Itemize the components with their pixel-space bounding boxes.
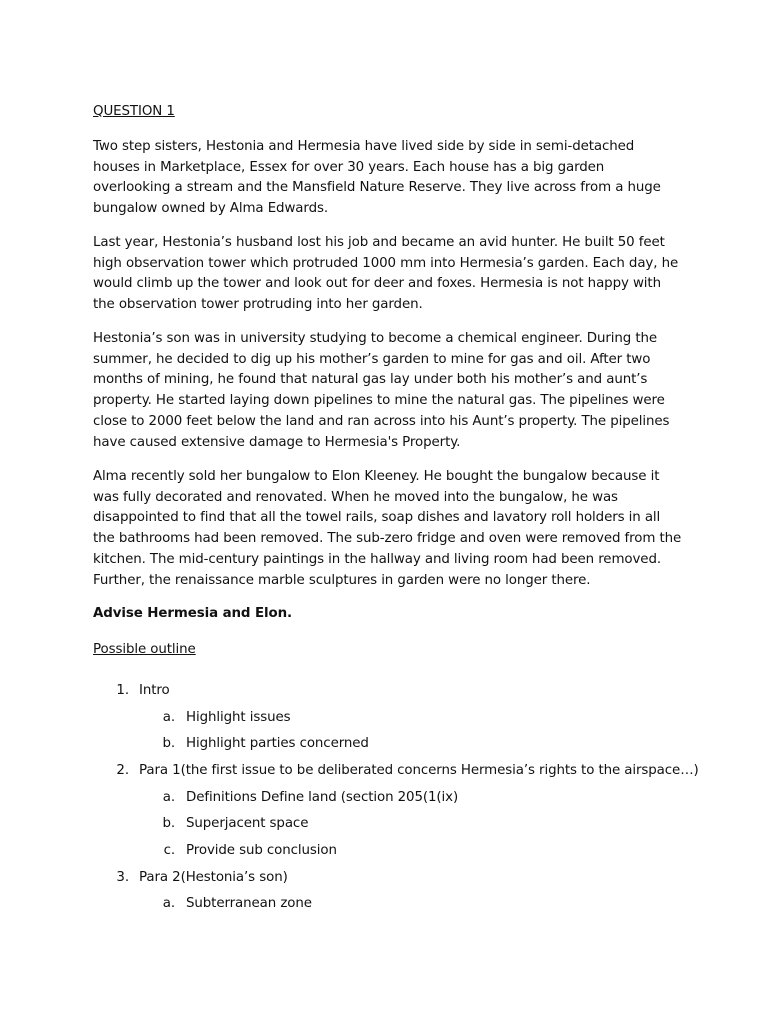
outline-subitem-text: Definitions Define land (section 205(1(ix) — [186, 790, 459, 805]
question-heading: QUESTION 1 — [93, 104, 175, 119]
paragraph-4: Alma recently sold her bungalow to Elon Kleeney. He bought the bungalow because it was fully decorated and renovated. When he moved into the bungalow, he was disappointed to find that all the towel rails, soap dishes and lavatory roll holders in all the bathrooms had been removed. The sub-zero fridge and oven were removed from the kitchen. The mid-century paintings in the hallway and living room had been removed. Further, the renaissance marble sculptures in garden were no longer there. — [93, 469, 682, 588]
outline-item-text: Intro — [139, 683, 170, 698]
outline-subitem-text: Subterranean zone — [186, 896, 312, 911]
outline-subitem-text: Highlight issues — [186, 710, 291, 725]
outline-marker: c. — [163, 843, 175, 858]
outline-marker: 3. — [116, 870, 129, 885]
outline-title: Possible outline — [93, 642, 196, 657]
outline-item-text: Para 1(the first issue to be deliberated concerns Hermesia’s rights to the airspace…) — [139, 763, 699, 778]
outline-subitem-text: Provide sub conclusion — [186, 843, 337, 858]
outline-marker: a. — [162, 710, 175, 725]
outline-marker: b. — [162, 816, 175, 831]
outline-marker: 1. — [116, 683, 129, 698]
outline-marker: a. — [162, 896, 175, 911]
outline-subitem-text: Highlight parties concerned — [186, 736, 369, 751]
paragraph-2: Last year, Hestonia’s husband lost his job and became an avid hunter. He built 50 feet high observation tower which protruded 1000 mm into Hermesia’s garden. Each day, he would climb up the tower and look out for deer and foxes. Hermesia is not happy with the observation tower protruding into her garden. — [93, 235, 679, 313]
outline-subitem-text: Superjacent space — [186, 816, 309, 831]
outline-marker: a. — [162, 790, 175, 805]
advise-line: Advise Hermesia and Elon. — [93, 606, 293, 621]
paragraph-3: Hestonia’s son was in university studying to become a chemical engineer. During the summer, he decided to dig up his mother’s garden to mine for gas and oil. After two months of mining, he found that natural gas lay under both his mother’s and aunt’s property. He started laying down pipelines to mine the natural gas. The pipelines were close to 2000 feet below the land and ran across into his Aunt’s property. The pipelines have caused extensive damage to Hermesia's Property. — [93, 331, 670, 450]
outline-marker: b. — [162, 736, 175, 751]
outline-marker: 2. — [116, 763, 129, 778]
outline-item-text: Para 2(Hestonia’s son) — [139, 870, 288, 885]
paragraph-1: Two step sisters, Hestonia and Hermesia have lived side by side in semi-detached houses in Marketplace, Essex for over 30 years. Each house has a big garden overlooking a stream and the Mansfield Nature Reserve. They live across from a huge bungalow owned by Alma Edwards. — [93, 139, 661, 217]
